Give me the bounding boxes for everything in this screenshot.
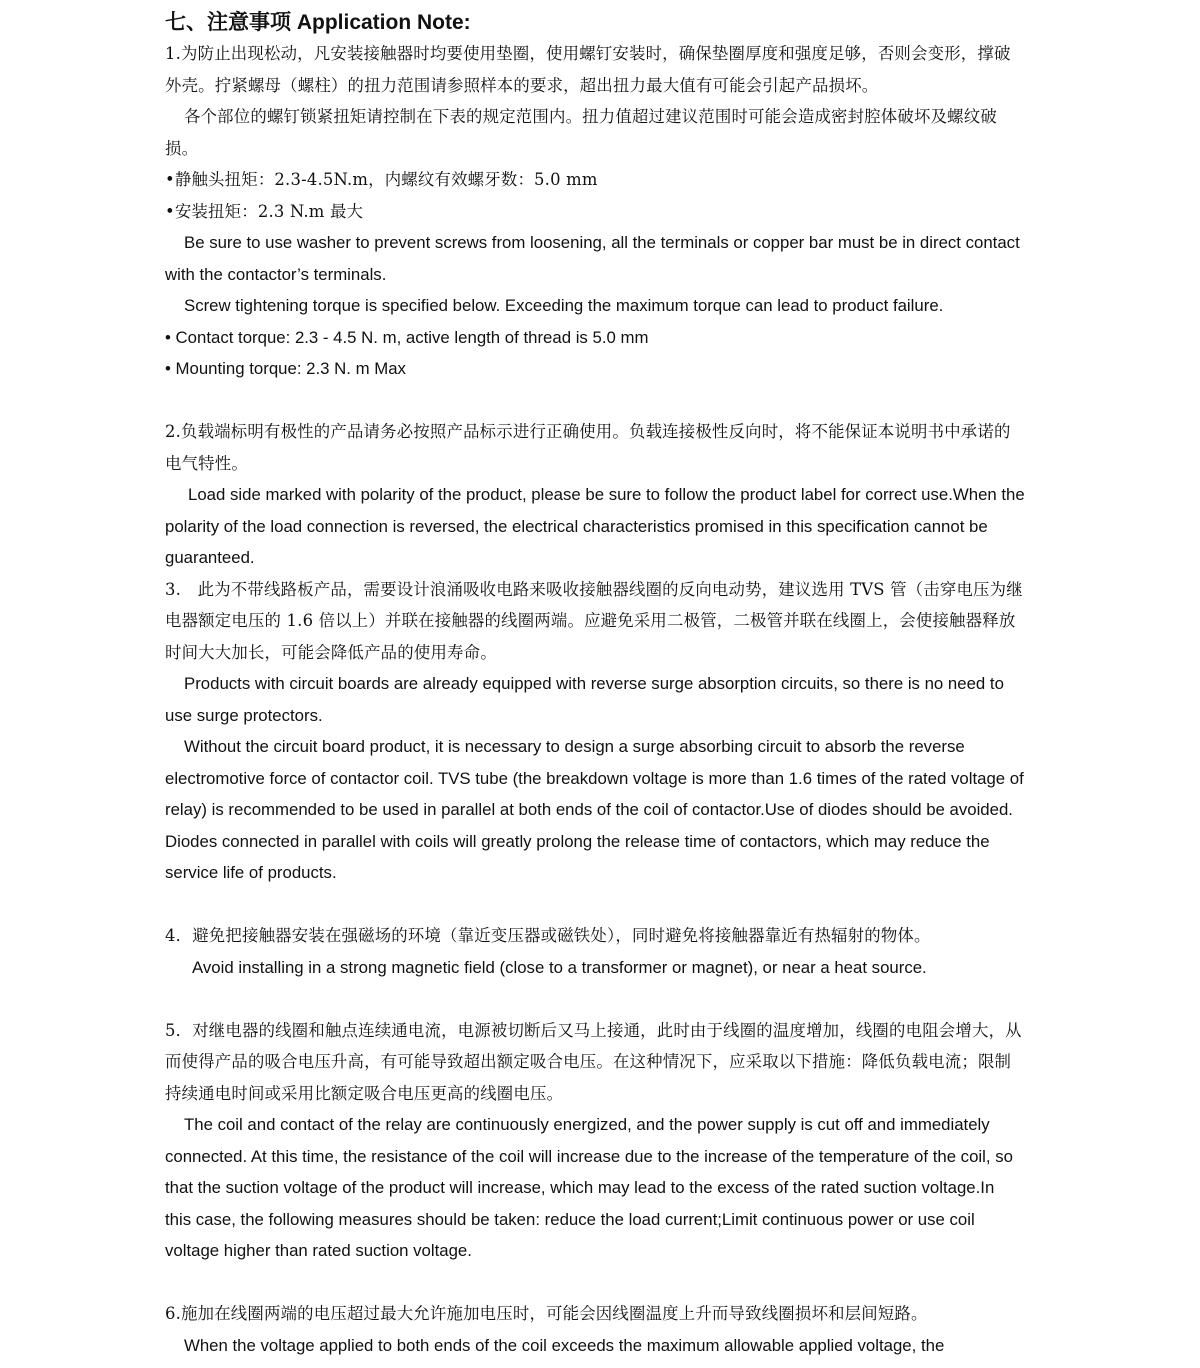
section4-cn-paragraph: 4．避免把接触器安装在强磁场的环境（靠近变压器或磁铁处），同时避免将接触器靠近有热辐射的物体。 (165, 926, 931, 945)
section-spacer (165, 1267, 1025, 1299)
section1-cn-paragraph-1: 1.为防止出现松动，凡安装接触器时均要使用垫圈，使用螺钉安装时，确保垫圈厚度和强度足够，否则会变形，撑破外壳。拧紧螺母（螺柱）的扭力范围请参照样本的要求，超出扭力最大值有可能会引起产品损坏。 (165, 44, 1011, 95)
note-section-4 (165, 920, 1025, 983)
section1-en-bullet-mounting-torque: • Mounting torque: 2.3 N. m Max (165, 359, 406, 378)
note-section-5 (165, 1015, 1025, 1267)
application-note-page (165, 8, 1025, 1361)
section5-cn-paragraph: 5．对继电器的线圈和触点连续通电流，电源被切断后又马上接通，此时由于线圈的温度增加，线圈的电阻会增大，从而使得产品的吸合电压升高，有可能导致超出额定吸合电压。在这种情况下，应采取以下措施：降低负载电流；限制持续通电时间或采用比额定吸合电压更高的线圈电压。 (165, 1020, 1022, 1103)
note-section-3 (165, 574, 1025, 889)
section3-cn-paragraph: 3. 此为不带线路板产品，需要设计浪涌吸收电路来吸收接触器线圈的反向电动势，建议选用 TVS 管（击穿电压为继电器额定电压的 1.6 倍以上）并联在接触器的线圈两端。应避免采用二极管，二极管并联在线圈上，会使接触器释放时间大大加长，可能会降低产品的使用寿命。 (165, 579, 1023, 662)
section-spacer (165, 889, 1025, 921)
section1-en-paragraph-2: Screw tightening torque is specified below. Exceeding the maximum torque can lead to product failure. (184, 296, 944, 315)
page-title: 七、注意事项 Application Note: (165, 11, 471, 34)
section4-en-paragraph: Avoid installing in a strong magnetic field (close to a transformer or magnet), or near a heat source. (192, 957, 927, 977)
section6-en-paragraph: When the voltage applied to both ends of the coil exceeds the maximum allowable applied voltage, the (184, 1335, 945, 1355)
note-section-1 (165, 38, 1025, 385)
section1-cn-paragraph-2: 各个部位的螺钉锁紧扭矩请控制在下表的规定范围内。扭力值超过建议范围时可能会造成密封腔体破坏及螺纹破损。 (165, 107, 997, 158)
section6-cn-paragraph: 6.施加在线圈两端的电压超过最大允许施加电压时，可能会因线圈温度上升而导致线圈损坏和层间短路。 (165, 1304, 928, 1323)
section2-en-paragraph: Load side marked with polarity of the product, please be sure to follow the product label for correct use.When the polarity of the load connection is reversed, the electrical characteristics promised in this specification cannot be guaranteed. (165, 485, 1025, 567)
section3-en-paragraph-1: Products with circuit boards are already equipped with reverse surge absorption circuits, so there is no need to use surge protectors. (165, 674, 1004, 725)
section1-cn-bullet-mounting-torque: •安装扭矩：2.3 N.m 最大 (165, 201, 364, 221)
section1-en-paragraph-1: Be sure to use washer to prevent screws from loosening, all the terminals or copper bar must be in direct contact with the contactor’s terminals. (165, 233, 1020, 284)
section-spacer (165, 385, 1025, 417)
note-section-6 (165, 1298, 1025, 1361)
section1-en-bullet-contact-torque: • Contact torque: 2.3 - 4.5 N. m, active length of thread is 5.0 mm (165, 327, 649, 347)
section2-cn-paragraph: 2.负载端标明有极性的产品请务必按照产品标示进行正确使用。负载连接极性反向时，将不能保证本说明书中承诺的电气特性。 (165, 422, 1011, 473)
section5-en-paragraph: The coil and contact of the relay are continuously energized, and the power supply is cut off and immediately connected. At this time, the resistance of the coil will increase due to the increase of the temperature of the coil, so that the suction voltage of the product will increase, which may lead to the excess of the rated suction voltage.In this case, the following measures should be taken: reduce the load current;Limit continuous power or use coil voltage higher than rated suction voltage. (165, 1115, 1013, 1260)
section1-cn-bullet-contact-torque: •静触头扭矩：2.3-4.5N.m，内螺纹有效螺牙数：5.0 mm (165, 170, 598, 189)
note-section-2 (165, 416, 1025, 574)
section3-en-paragraph-2: Without the circuit board product, it is necessary to design a surge absorbing circuit to absorb the reverse electromotive force of contactor coil. TVS tube (the breakdown voltage is more than 1.6 times of the rated voltage of relay) is recommended to be used in parallel at both ends of the coil of contactor.Use of diodes should be avoided. Diodes connected in parallel with coils will greatly prolong the release time of contactors, which may reduce the service life of products. (165, 737, 1024, 882)
section-spacer (165, 983, 1025, 1015)
